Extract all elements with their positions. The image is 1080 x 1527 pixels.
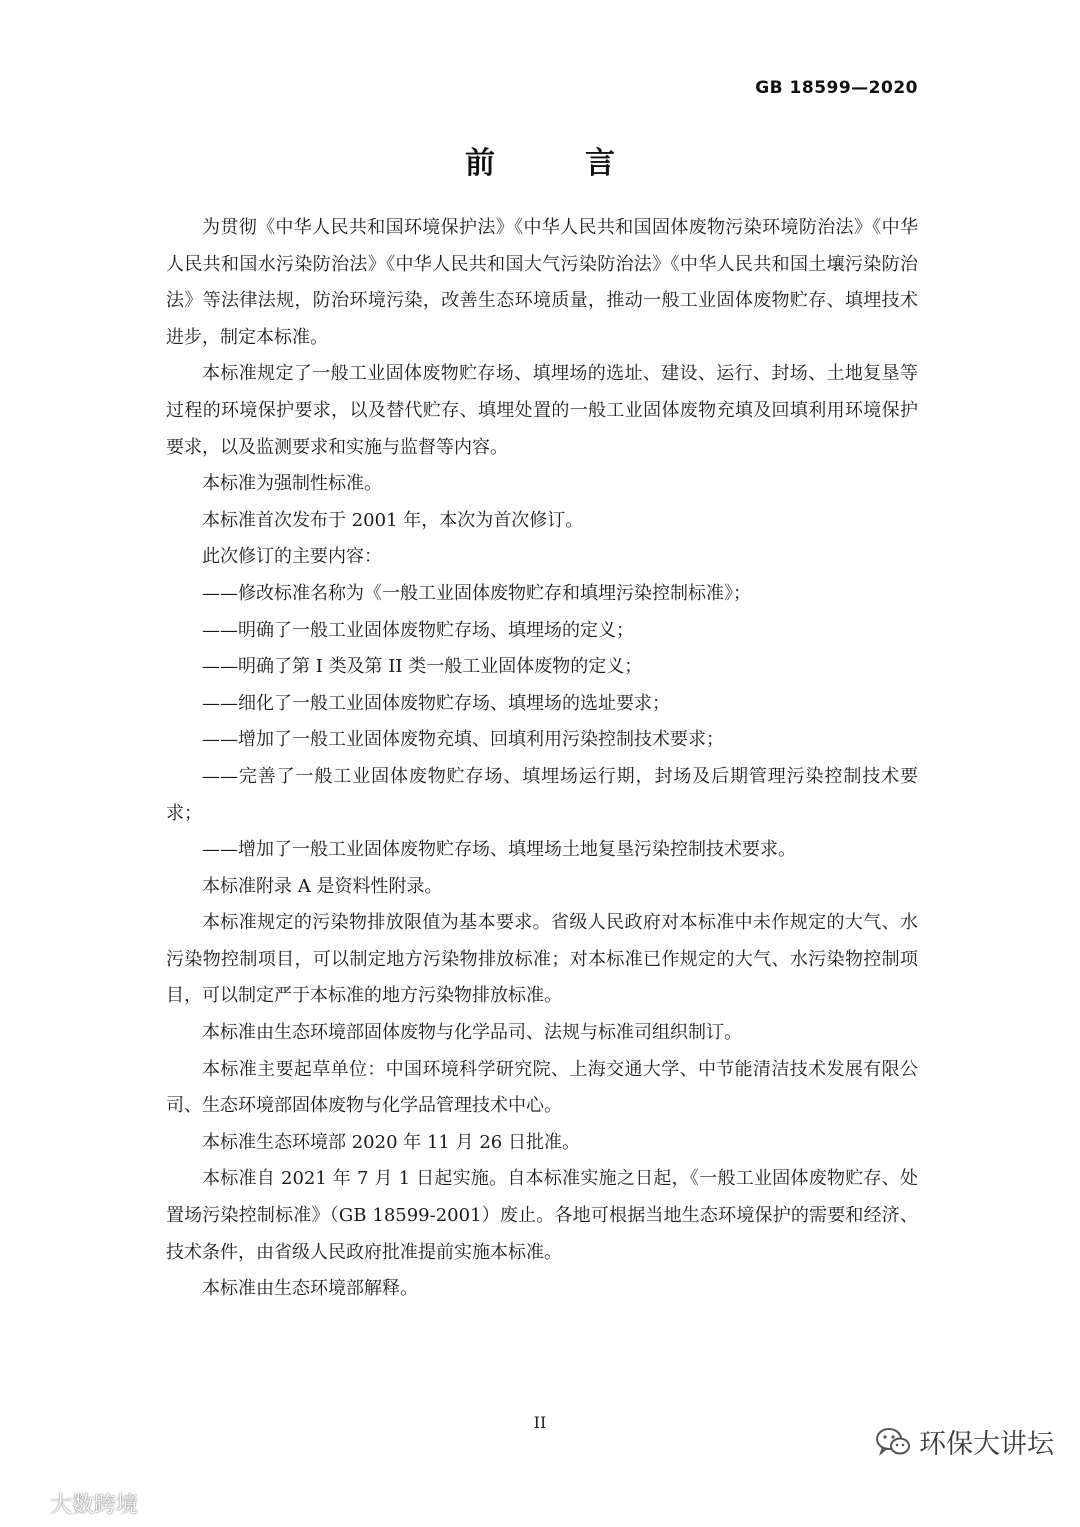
- page-number: II: [533, 1413, 547, 1432]
- watermark-right-text: 环保大讲坛: [919, 1429, 1054, 1460]
- paragraph: 本标准为强制性标准。: [202, 473, 382, 495]
- paragraph: 本标准由生态环境部固体废物与化学品司、法规与标准司组织制订。: [202, 1022, 742, 1044]
- foreword-body: [166, 210, 918, 1308]
- weibo-icon: [10, 1490, 44, 1518]
- paragraph: 本标准自 2021 年 7 月 1 日起实施。自本标准实施之日起，《一般工业固体废物贮存、处置场污染控制标准》（GB 18599-2001）废止。各地可根据当地生态环境保护的需要和经济、技术条件，由省级人民政府批准提前实施本标准。: [166, 1168, 918, 1263]
- wechat-icon: [875, 1426, 911, 1458]
- watermark-left: [10, 1488, 138, 1519]
- paragraph: 本标准附录 A 是资料性附录。: [202, 875, 443, 897]
- paragraph: 为贯彻《中华人民共和国环境保护法》《中华人民共和国固体废物污染环境防治法》《中华人民共和国水污染防治法》《中华人民共和国大气污染防治法》《中华人民共和国土壤污染防治法》等法律法规，防治环境污染，改善生态环境质量，推动一般工业固体废物贮存、填埋技术进步，制定本标准。: [166, 217, 918, 348]
- revision-item: ——增加了一般工业固体废物贮存场、填埋场土地复垦污染控制技术要求。: [202, 839, 796, 861]
- watermark-left-text: 大数跨境: [50, 1493, 139, 1518]
- paragraph: 本标准规定了一般工业固体废物贮存场、填埋场的选址、建设、运行、封场、土地复垦等过程的环境保护要求，以及替代贮存、填埋处置的一般工业固体废物充填及回填利用环境保护要求，以及监测要求和实施与监督等内容。: [166, 363, 918, 458]
- revision-item: ——增加了一般工业固体废物充填、回填利用污染控制技术要求；: [202, 729, 724, 751]
- revision-item: ——明确了第 I 类及第 II 类一般工业固体废物的定义；: [202, 656, 643, 678]
- revision-item: ——明确了一般工业固体废物贮存场、填埋场的定义；: [202, 619, 634, 641]
- revision-item: ——细化了一般工业固体废物贮存场、填埋场的选址要求；: [202, 692, 670, 714]
- revision-item: ——完善了一般工业固体废物贮存场、填埋场运行期，封场及后期管理污染控制技术要求；: [166, 765, 918, 824]
- paragraph: 本标准由生态环境部解释。: [202, 1278, 418, 1300]
- paragraph: 此次修订的主要内容：: [202, 546, 382, 568]
- watermark-right: [875, 1422, 1054, 1461]
- standard-code: GB 18599—2020: [755, 78, 918, 98]
- page-title: 前 言: [465, 146, 645, 181]
- paragraph: 本标准生态环境部 2020 年 11 月 26 日批准。: [202, 1131, 580, 1153]
- revision-item: ——修改标准名称为《一般工业固体废物贮存和填埋污染控制标准》；: [202, 582, 751, 604]
- paragraph: 本标准首次发布于 2001 年，本次为首次修订。: [202, 509, 584, 531]
- paragraph: 本标准主要起草单位：中国环境科学研究院、上海交通大学、中节能清洁技术发展有限公司、生态环境部固体废物与化学品管理技术中心。: [166, 1058, 918, 1117]
- paragraph: 本标准规定的污染物排放限值为基本要求。省级人民政府对本标准中未作规定的大气、水污染物控制项目，可以制定地方污染物排放标准；对本标准已作规定的大气、水污染物控制项目，可以制定严于本标准的地方污染物排放标准。: [166, 912, 918, 1007]
